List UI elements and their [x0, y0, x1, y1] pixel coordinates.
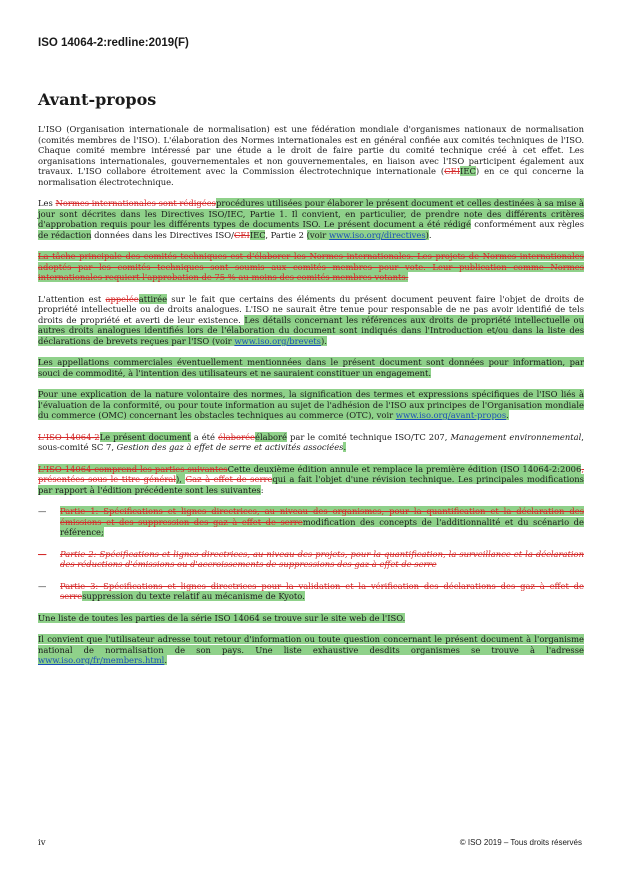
text: ) en ce qui concerne la normalisation électrotechnique.: [38, 166, 584, 187]
text: données dans les Directives ISO/: [91, 229, 234, 240]
members-link[interactable]: www.iso.org/fr/members.html: [38, 655, 165, 665]
list-item: [38, 549, 584, 570]
deleted-text: appelée: [105, 293, 139, 304]
paragraph-series-list: [38, 613, 584, 624]
text: par le comité technique ISO/TC 207,: [287, 431, 451, 442]
text: (voir: [306, 229, 329, 240]
text: L'ISO (Organisation internationale de normalisation) est une fédération mondiale d'organismes nationaux de normalisation (comités membres de l'ISO). L'élaboration des Normes internationales est en général confiée aux comités techniques de l'ISO. Chaque comité membre intéressé par une étude a le droit de faire partie du comité technique créé à cet effet. Les organisations internationales, gouvernementales et non gouvernementales, en liaison avec l'ISO participent également aux travaux. L'ISO collabore étroitement avec la Commission électrotechnique internationale (: [38, 124, 584, 176]
inserted-text: ),: [176, 474, 186, 484]
paragraph-voluntary-nature: [38, 389, 584, 421]
deleted-text: La tâche principale des comités techniques est d'élaborer les Normes internationales. Les projets de Normes internationales adoptés par les comités techniques sont soumis aux comités membres pour vote. Leur publication comme Normes internationales requiert l'approbation de 75 % au moins des comités membres votants.: [38, 251, 584, 282]
text: conformément aux règles: [470, 219, 584, 229]
paragraph-deleted-tasks: [38, 251, 584, 283]
inserted-text: Une liste de toutes les parties de la série ISO 14064 se trouve sur le site web de l'ISO.: [38, 612, 406, 623]
text: sur le fait que certains des éléments du présent document peuvent faire l'objet de droits de propriété intellectuelle ou de droits analogues. L'ISO ne saurait être tenue pour responsable de ne pas avoir identifié de tels droits de propriété et averti de leur existence.: [38, 293, 584, 325]
text: Pour une explication de la nature volontaire des normes, la signification des termes et expressions spécifiques de l'ISO liés à l'évaluation de la conformité, ou pour toute information au sujet de l'adhésion de l'ISO aux principes de l'Organisation mondiale du commerce (OMC) concernant les obstacles techniques au commerce (OTC), voir: [38, 389, 584, 420]
inserted-text: [38, 389, 584, 420]
inserted-text: Le présent document: [99, 431, 191, 442]
inserted-text: [38, 634, 584, 665]
deleted-text: , présentées sous le titre général: [38, 463, 584, 484]
deleted-text: Partie 2: Spécifications et lignes directrices, au niveau des projets, pour la quantification, la surveillance et la déclaration des réductions d'émissions ou d'accroissements de suppressions des gaz à effet de serre: [60, 548, 584, 569]
patents-link[interactable]: www.iso.org/brevets: [234, 335, 321, 346]
text: , sous-comité SC 7,: [38, 431, 584, 452]
document-body: [38, 124, 584, 677]
inserted-text: qui a fait l'objet d'une révision technique. Les principales modifications par rapport à l'édition précédente sont les suivantes: [38, 474, 584, 495]
inserted-text: élaboré: [255, 431, 287, 442]
deleted-text: L'ISO 14064 comprend les parties suivantes: [38, 463, 228, 474]
paragraph-patents: [38, 294, 584, 347]
inserted-text: suppression du texte relatif au mécanisme de Kyoto.: [82, 591, 305, 601]
text: Les: [38, 198, 56, 208]
text: .: [428, 229, 432, 240]
deleted-text: CEI: [444, 166, 461, 176]
list-item: [38, 506, 584, 538]
deleted-text: Normes internationales sont rédigées: [55, 198, 216, 208]
deleted-text: L'ISO 14064-2: [38, 431, 100, 442]
inserted-text: procédures utilisées pour élaborer le présent document et celles destinées à sa mise à jour sont décrites dans les Directives ISO/IEC, Partie 1. Il convient, en particulier, de prendre note des différents critères d'approbation requis pour les différents types de documents ISO. Le présent document a été rédigé: [38, 198, 584, 229]
deleted-text: Partie 1: Spécifications et lignes directrices, au niveau des organismes, pour la quantification et la déclaration des émissions et des suppression des gaz à effet de serre: [60, 506, 584, 527]
foreword-link[interactable]: www.iso.org/avant-propos: [395, 410, 507, 420]
text: ): [425, 229, 429, 240]
text: .: [506, 410, 509, 420]
text: .: [164, 655, 168, 665]
list-item: [38, 581, 584, 602]
deleted-text: CEI: [233, 229, 250, 240]
paragraph-trade-names: [38, 357, 584, 378]
list-dash: —: [38, 580, 47, 591]
copyright-notice: © ISO 2019 – Tous droits réservés: [459, 838, 582, 847]
subcommittee-name: Gestion des gaz à effet de serre et activités associées: [116, 442, 344, 452]
text: Les détails concernant les références aux droits de propriété intellectuelle ou autres droits analogues identifiés lors de l'élaboration du document sont indiqués dans l'Introduction et/ou dans la liste des déclarations de brevets reçues par l'ISO (voir: [38, 314, 584, 346]
deleted-text: Partie 3: Spécifications et lignes directrices pour la validation et la vérification des déclarations des gaz à effet de serre: [60, 580, 584, 601]
text: , Partie 2: [265, 229, 307, 240]
inserted-text: Les appellations commerciales éventuellement mentionnées dans le présent document sont données pour information, par souci de commodité, à l'intention des utilisateurs et ne sauraient constituer un engagement.: [38, 357, 584, 378]
document-id: ISO 14064-2:redline:2019(F): [38, 37, 189, 49]
inserted-text: [307, 230, 429, 240]
committee-name: Management environnemental: [450, 431, 582, 442]
page-title: Avant-propos: [38, 90, 157, 109]
paragraph-feedback: [38, 634, 584, 666]
paragraph-committee: [38, 432, 584, 453]
paragraph-procedures: [38, 198, 584, 240]
inserted-text: modification des concepts de l'additionnalité et du scénario de référence;: [60, 516, 584, 537]
inserted-text: attirée: [138, 293, 168, 304]
inserted-text: Cette deuxième édition annule et remplace la première édition (ISO 14064-2:2006: [227, 463, 582, 474]
paragraph-edition: [38, 464, 584, 496]
text: ).: [320, 335, 327, 346]
text: a été: [190, 431, 219, 442]
page-number: iv: [38, 838, 46, 848]
inserted-text: IEC: [249, 229, 266, 240]
paragraph-iso-intro: [38, 124, 584, 187]
list-dash: —: [38, 548, 47, 559]
inserted-text: de rédaction: [38, 229, 92, 240]
directives-link[interactable]: www.iso.org/directives: [328, 229, 426, 240]
text: Il convient que l'utilisateur adresse tout retour d'information ou toute question concernant le présent document à l'organisme national de normalisation de son pays. Une liste exhaustive desdits organismes se trouve à l'adresse: [38, 634, 584, 655]
deleted-text: élaborée: [218, 431, 255, 442]
inserted-text: IEC: [460, 166, 476, 176]
deleted-text: Gaz à effet de serre: [185, 474, 273, 484]
list-dash: —: [38, 506, 47, 516]
text: L'attention est: [38, 293, 106, 304]
inserted-text: .: [343, 442, 347, 452]
text: :: [260, 484, 264, 495]
